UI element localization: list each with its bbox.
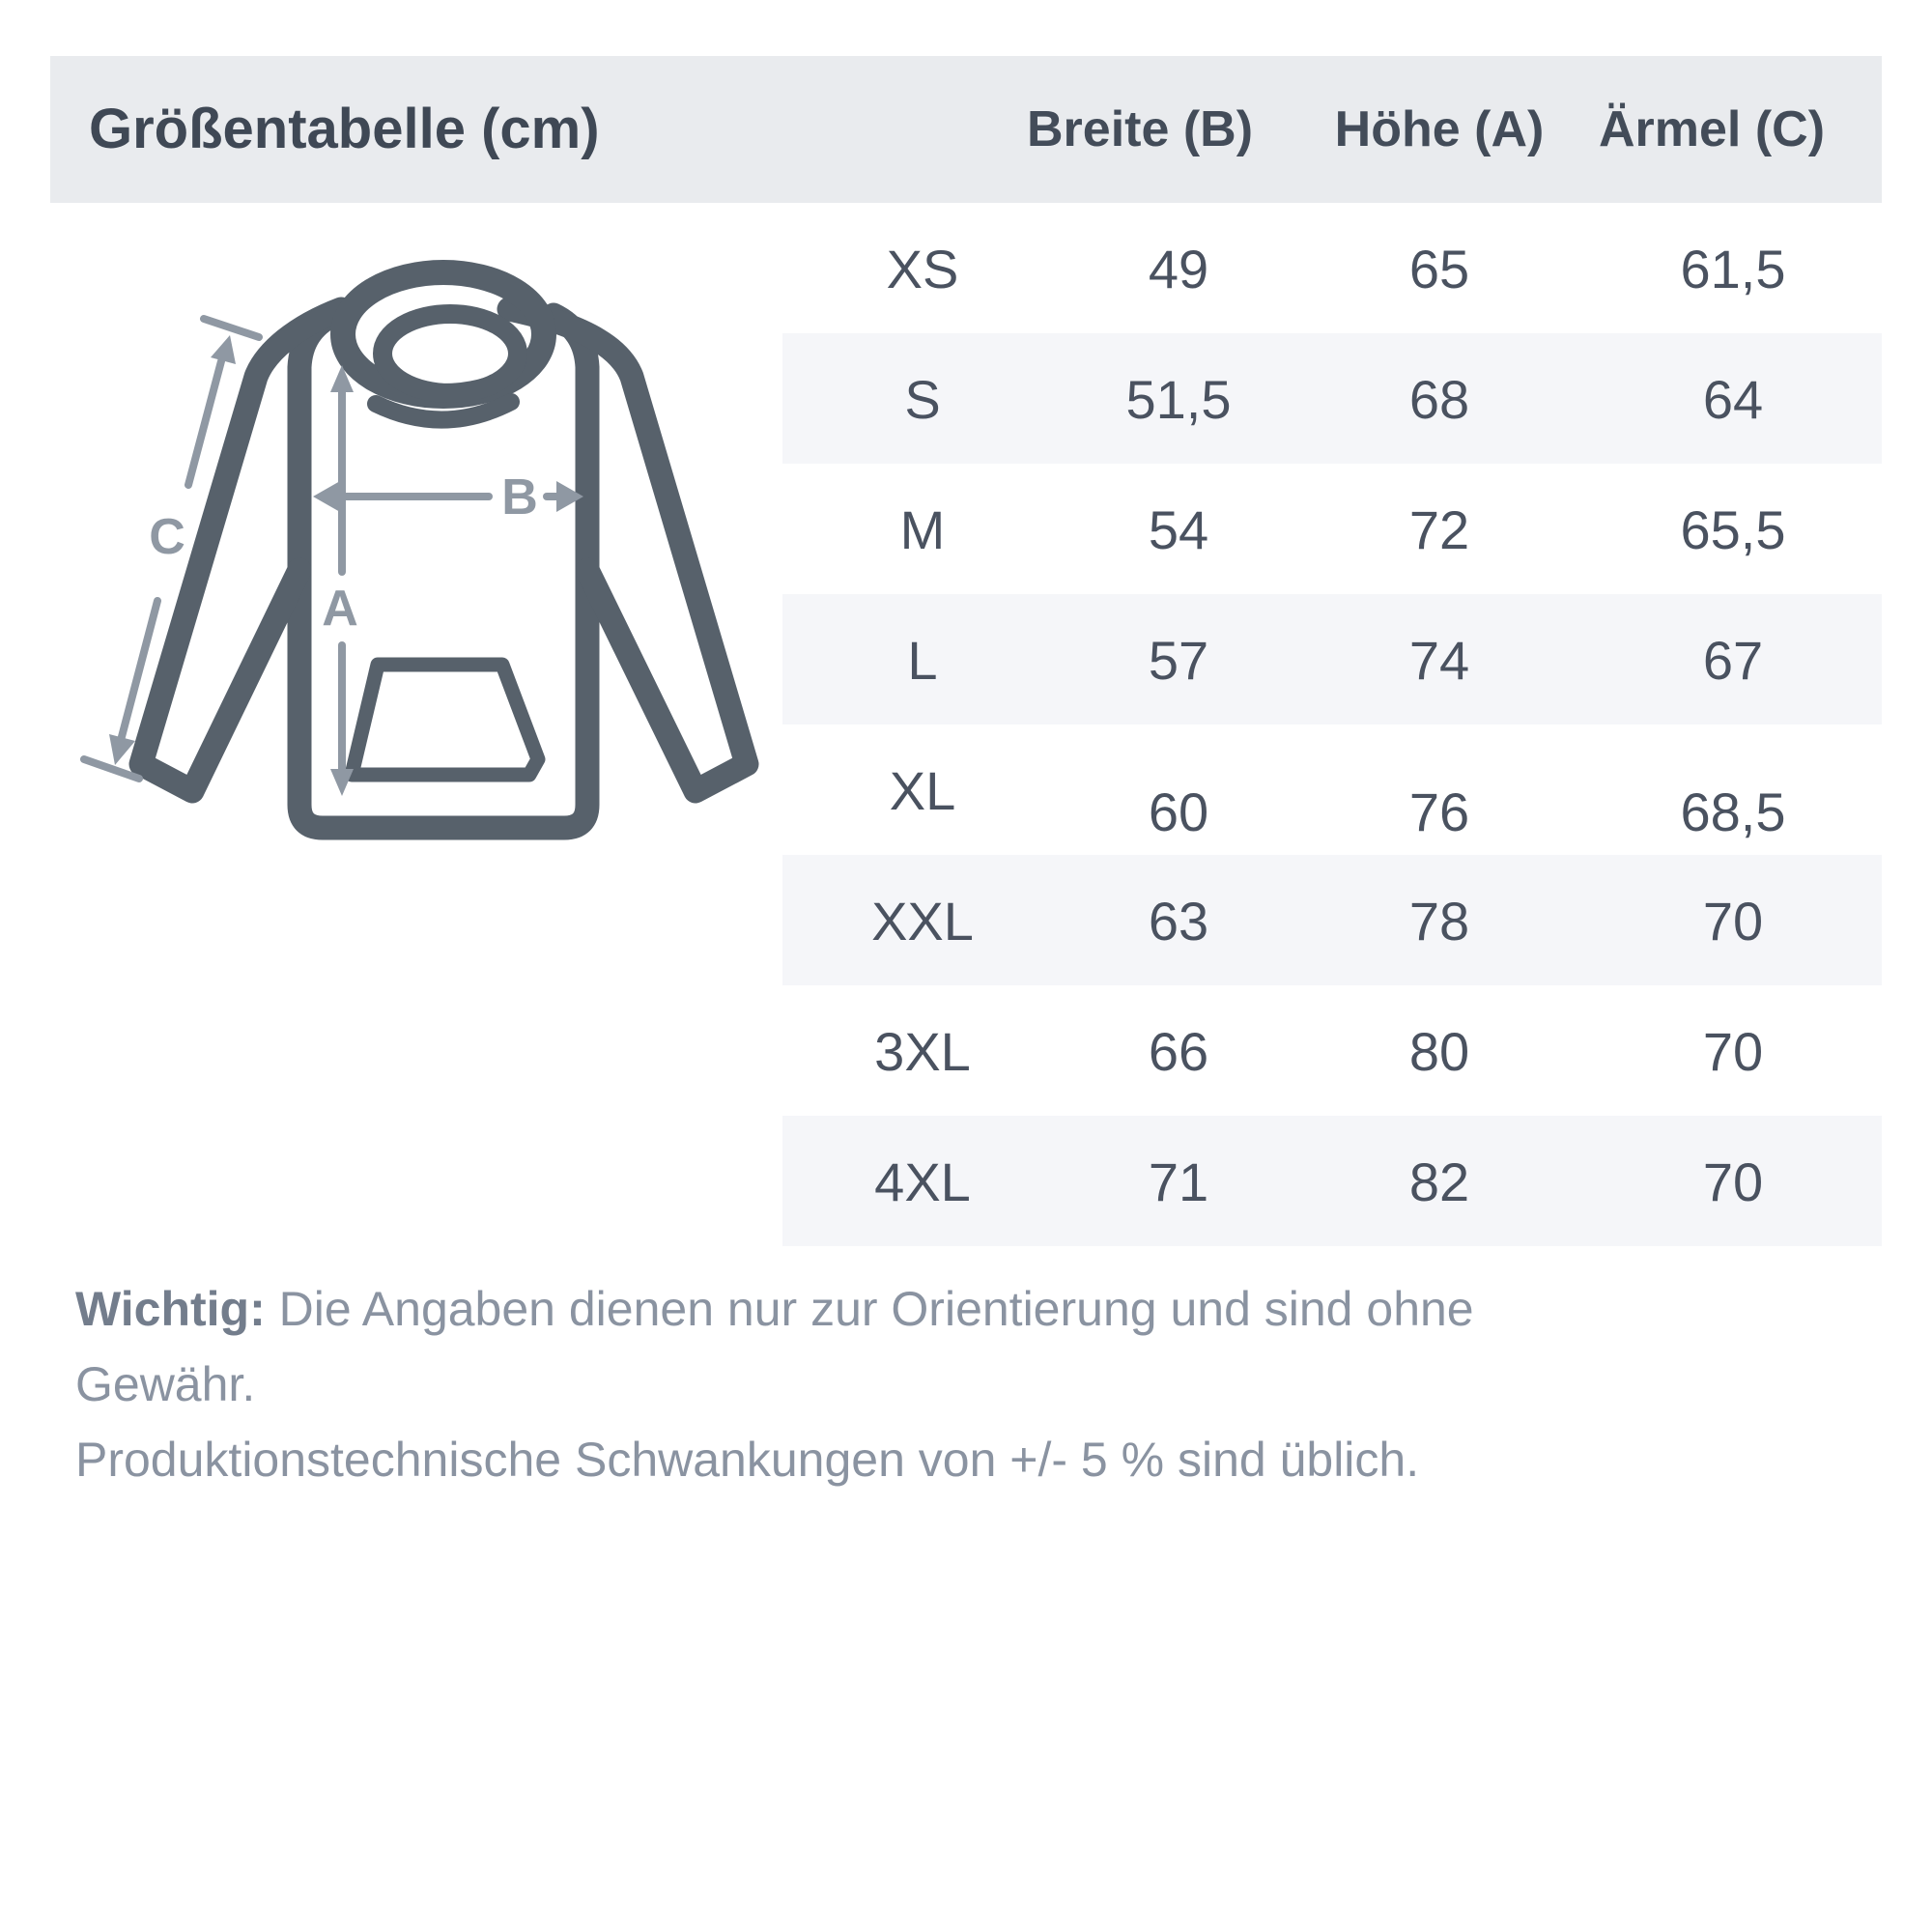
column-header-hoehe: Höhe (A) <box>1334 101 1545 157</box>
size-cell: 3XL <box>874 1021 971 1082</box>
aermel-cell: 70 <box>1702 1151 1764 1212</box>
table-row <box>782 203 1882 333</box>
dimension-label-a: A <box>322 581 358 637</box>
arrow-c-line-top <box>188 361 221 485</box>
breite-cell: 60 <box>1148 781 1209 842</box>
aermel-cell: 70 <box>1702 891 1764 952</box>
hoehe-cell: 82 <box>1408 1151 1470 1212</box>
arrowhead-a-down <box>330 769 354 796</box>
hoodie-right-sleeve <box>509 309 747 791</box>
column-header-aermel: Ärmel (C) <box>1598 101 1826 157</box>
size-cell: XS <box>886 239 959 299</box>
breite-cell: 57 <box>1148 630 1209 691</box>
size-cell: XL <box>889 760 956 821</box>
table-row <box>782 594 1882 724</box>
aermel-cell: 67 <box>1702 630 1764 691</box>
column-header-breite: Breite (B) <box>1026 101 1254 157</box>
breite-cell: 54 <box>1148 499 1209 560</box>
size-cell: S <box>904 369 941 430</box>
hoehe-cell: 65 <box>1408 239 1470 299</box>
aermel-cell: 65,5 <box>1680 499 1786 560</box>
hoehe-cell: 72 <box>1408 499 1470 560</box>
hoodie-measurement-diagram <box>58 232 792 869</box>
size-cell: XXL <box>871 891 974 952</box>
hood-inner-ring <box>383 314 518 393</box>
disclaimer-prefix: Wichtig: <box>75 1282 266 1336</box>
aermel-cell: 70 <box>1702 1021 1764 1082</box>
table-row <box>782 333 1882 464</box>
breite-cell: 51,5 <box>1125 369 1232 430</box>
hoehe-cell: 76 <box>1408 781 1470 842</box>
size-cell: 4XL <box>874 1151 971 1212</box>
size-cell: M <box>899 499 946 560</box>
table-row <box>782 1116 1882 1246</box>
table-row <box>782 724 1882 855</box>
aermel-cell: 64 <box>1702 369 1764 430</box>
page-title: Größentabelle (cm) <box>89 98 600 160</box>
aermel-cell: 61,5 <box>1680 239 1786 299</box>
dimension-label-b: B <box>501 469 538 526</box>
disclaimer-line-2: Produktionstechnische Schwankungen von +/- 5 % sind üblich. <box>75 1433 1420 1487</box>
table-row <box>782 985 1882 1116</box>
arrowhead-c-up <box>211 335 236 364</box>
hoodie-diagram-svg <box>58 232 792 869</box>
breite-cell: 63 <box>1148 891 1209 952</box>
breite-cell: 71 <box>1148 1151 1209 1212</box>
disclaimer-note <box>75 1271 1621 1497</box>
breite-cell: 49 <box>1148 239 1209 299</box>
size-chart-header <box>50 56 1882 203</box>
arrow-c-top-tick <box>204 319 259 337</box>
dimension-label-c: C <box>149 509 185 565</box>
breite-cell: 66 <box>1148 1021 1209 1082</box>
hoehe-cell: 78 <box>1408 891 1470 952</box>
kangaroo-pocket <box>352 665 538 775</box>
hoehe-cell: 80 <box>1408 1021 1470 1082</box>
table-row <box>782 855 1882 985</box>
hoehe-cell: 68 <box>1408 369 1470 430</box>
size-cell: L <box>907 630 938 691</box>
disclaimer-line-1: Wichtig: Die Angaben dienen nur zur Orientierung und sind ohne Gewähr. <box>75 1282 1474 1411</box>
arrowhead-b-left <box>313 481 340 512</box>
table-row <box>782 464 1882 594</box>
size-table <box>782 203 1882 1246</box>
aermel-cell: 68,5 <box>1680 781 1786 842</box>
hoehe-cell: 74 <box>1408 630 1470 691</box>
